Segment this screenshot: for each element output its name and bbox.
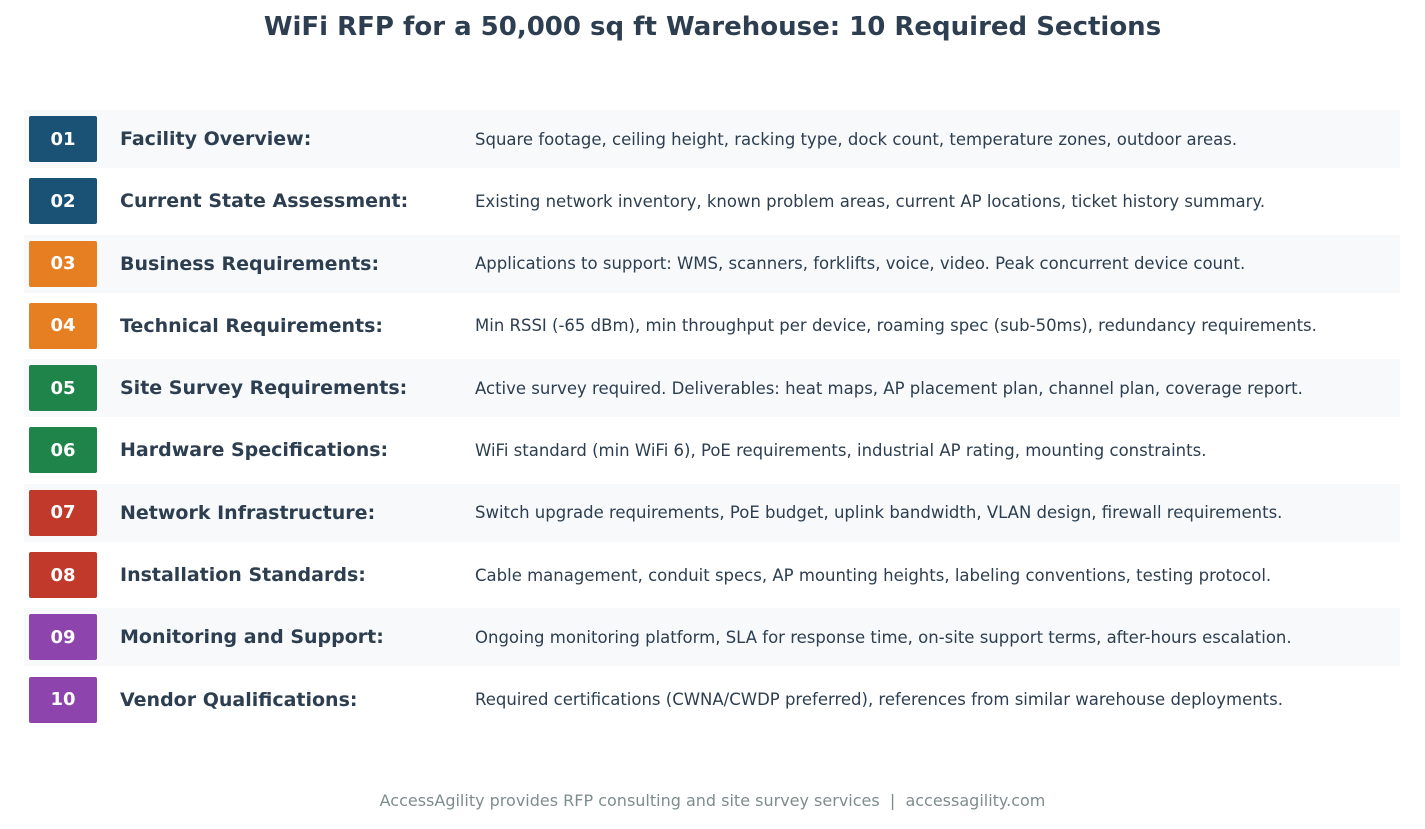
section-label: Technical Requirements: — [120, 314, 383, 337]
section-number-badge: 08 — [29, 552, 97, 598]
section-label: Business Requirements: — [120, 252, 380, 275]
section-number-badge: 10 — [29, 677, 97, 723]
section-description: Active survey required. Deliverables: heat maps, AP placement plan, channel plan, coverage report. — [475, 378, 1303, 398]
section-row — [24, 421, 1400, 479]
section-row — [24, 671, 1400, 729]
section-label: Site Survey Requirements: — [120, 377, 408, 400]
section-number-badge: 07 — [29, 490, 97, 536]
section-number-badge: 09 — [29, 614, 97, 660]
section-label: Monitoring and Support: — [120, 626, 384, 649]
section-row — [24, 297, 1400, 355]
section-description: Cable management, conduit specs, AP mounting heights, labeling conventions, testing protocol. — [475, 565, 1272, 585]
section-description: WiFi standard (min WiFi 6), PoE requirements, industrial AP rating, mounting constraints. — [475, 440, 1207, 460]
section-row — [24, 484, 1400, 542]
section-number-badge: 06 — [29, 427, 97, 473]
section-label: Hardware Specifications: — [120, 439, 389, 462]
section-number-badge: 04 — [29, 303, 97, 349]
section-row — [24, 359, 1400, 417]
section-description: Min RSSI (-65 dBm), min throughput per device, roaming spec (sub-50ms), redundancy requirements. — [475, 316, 1317, 336]
section-row — [24, 235, 1400, 293]
section-label: Vendor Qualifications: — [120, 688, 358, 711]
section-label: Current State Assessment: — [120, 190, 409, 213]
section-number-badge: 01 — [29, 116, 97, 162]
section-row — [24, 172, 1400, 230]
section-row — [24, 546, 1400, 604]
section-description: Existing network inventory, known problem areas, current AP locations, ticket history summary. — [475, 191, 1266, 211]
section-description: Required certifications (CWNA/CWDP preferred), references from similar warehouse deployments. — [475, 690, 1283, 710]
section-number-badge: 02 — [29, 178, 97, 224]
sections-list — [24, 110, 1400, 733]
section-label: Network Infrastructure: — [120, 501, 376, 524]
section-number-badge: 03 — [29, 241, 97, 287]
footer-credit: AccessAgility provides RFP consulting and site survey services | accessagility.com — [379, 791, 1046, 810]
section-label: Installation Standards: — [120, 564, 366, 587]
section-description: Switch upgrade requirements, PoE budget, uplink bandwidth, VLAN design, firewall requirements. — [475, 503, 1283, 523]
section-description: Square footage, ceiling height, racking type, dock count, temperature zones, outdoor areas. — [475, 129, 1238, 149]
section-number-badge: 05 — [29, 365, 97, 411]
section-label: Facility Overview: — [120, 128, 312, 150]
section-description: Applications to support: WMS, scanners, forklifts, voice, video. Peak concurrent device count. — [475, 254, 1246, 274]
section-row — [24, 110, 1400, 168]
page-title: WiFi RFP for a 50,000 sq ft Warehouse: 10 Required Sections — [263, 12, 1162, 42]
section-row — [24, 608, 1400, 666]
section-description: Ongoing monitoring platform, SLA for response time, on-site support terms, after-hours escalation. — [475, 627, 1292, 647]
